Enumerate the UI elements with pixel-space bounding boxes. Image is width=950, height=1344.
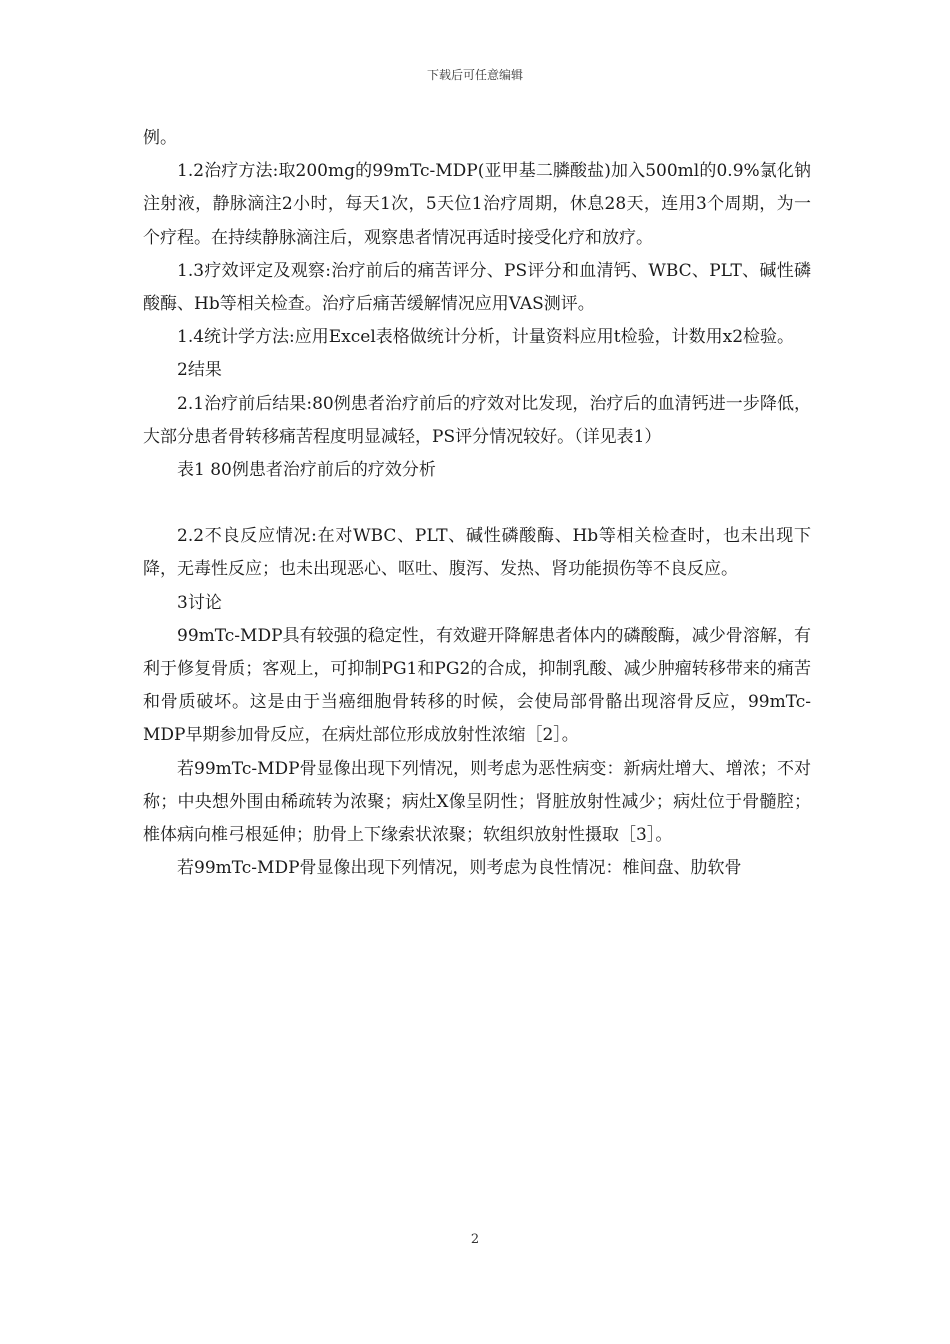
- section-1-4-paragraph: 1.4统计学方法:应用Excel表格做统计分析，计量资料应用t检验，计数用x2检验。: [177, 327, 795, 348]
- page-number: 2: [470, 1232, 480, 1247]
- section-3-heading: 3讨论: [177, 592, 222, 613]
- benign-signs-paragraph: 若99mTc-MDP骨显像出现下列情况，则考虑为良性情况：椎间盘、肋软骨: [177, 858, 742, 879]
- section-2-1-paragraph: 2.1治疗前后结果:80例患者治疗前后的疗效对比发现，治疗后的血清钙进一步降低，大部分患者骨转移痛苦程度明显减轻，PS评分情况较好。（详见表1）: [143, 393, 811, 447]
- page-header: 下载后可任意编辑: [426, 68, 523, 82]
- table-placeholder-gap: [143, 487, 811, 520]
- section-1-3-paragraph: 1.3疗效评定及观察:治疗前后的痛苦评分、PS评分和血清钙、WBC、PLT、碱性磷酸酶、Hb等相关检查。治疗后痛苦缓解情况应用VAS测评。: [143, 260, 811, 315]
- section-2-2-paragraph: 2.2不良反应情况:在对WBC、PLT、碱性磷酸酶、Hb等相关检查时，也未出现下降，无毒性反应；也未出现恶心、呕吐、腹泻、发热、肾功能损伤等不良反应。: [143, 526, 811, 580]
- table-1-caption: 表1 80例患者治疗前后的疗效分析: [177, 460, 436, 481]
- section-1-2-paragraph: 1.2治疗方法:取200mg的99mTc-MDP(亚甲基二膦酸盐)加入500ml的0.9%氯化钠注射液，静脉滴注2小时，每天1次，5天位1治疗周期，休息28天，连用3个周期，为一个疗程。在持续静脉滴注后，观察患者情况再适时接受化疗和放疗。: [143, 161, 811, 248]
- section-2-heading: 2结果: [177, 360, 222, 381]
- malignant-signs-paragraph: 若99mTc-MDP骨显像出现下列情况，则考虑为恶性病变：新病灶增大、增浓；不对称；中央想外围由稀疏转为浓聚；病灶X像呈阴性；肾脏放射性减少；病灶位于骨髓腔；椎体病向椎弓根延伸；肋骨上下缘索状浓聚；软组织放射性摄取［3］。: [143, 758, 811, 846]
- discussion-paragraph: 99mTc-MDP具有较强的稳定性，有效避开降解患者体内的磷酸酶，减少骨溶解，有利于修复骨质；客观上，可抑制PG1和PG2的合成，抑制乳酸、减少肿瘤转移带来的痛苦和骨质破坏。这是由于当癌细胞骨转移的时候，会使局部骨骼出现溶骨反应，99mTc-MDP早期参加骨反应，在病灶部位形成放射性浓缩［2］。: [143, 625, 811, 746]
- document-body: [143, 122, 811, 885]
- paragraph: 例。: [143, 128, 177, 148]
